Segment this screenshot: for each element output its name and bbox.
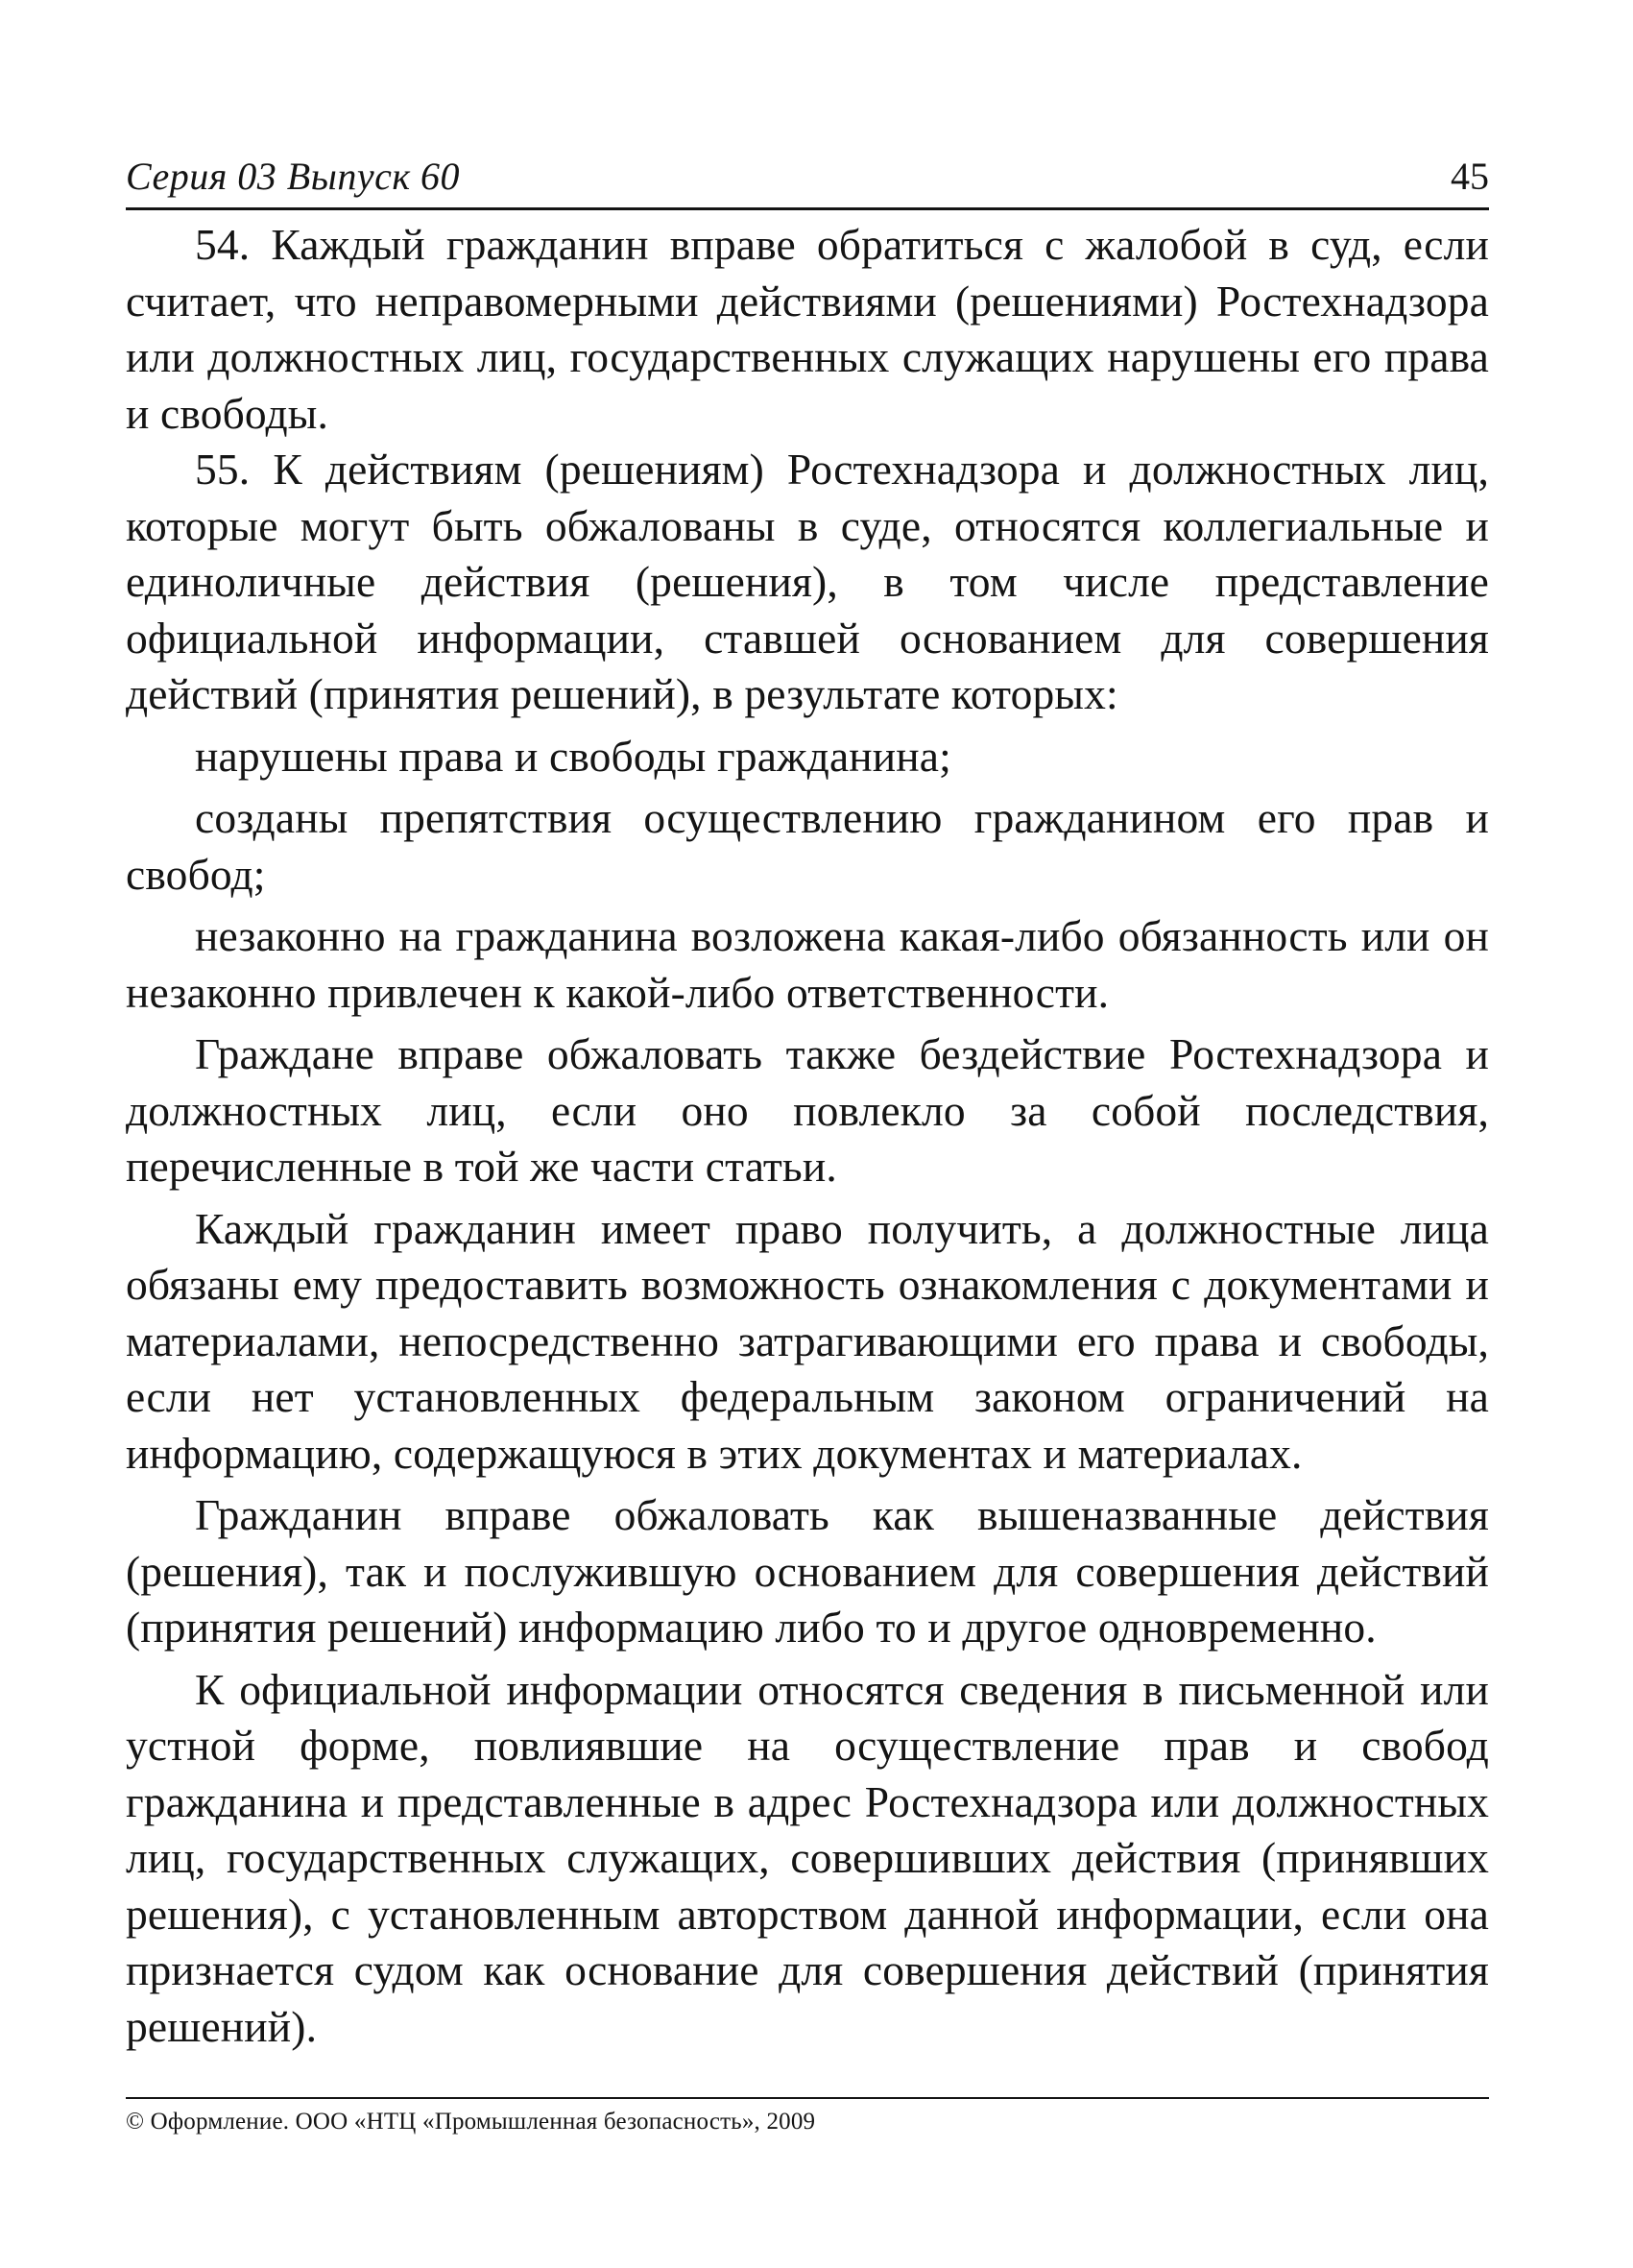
page-number: 45 (1451, 155, 1489, 198)
paragraph-right-to-documents: Каждый гражданин имеет право получить, а должностные лица обязаны ему предоставить возможность ознакомления с документами и материалами, непосредственно затрагивающими его права и свободы, если нет установленных федеральным законом ограничений на информацию, содержащуюся в этих документах и материалах. (126, 1203, 1489, 1478)
list-item-unlawful-obligation: незаконно на гражданина возложена какая-либо обязанность или он незаконно привлечен к какой-либо ответственности. (126, 911, 1489, 1017)
header-divider (126, 207, 1489, 210)
paragraph-appeal-information: Гражданин вправе обжаловать как вышеназванные действия (решения), так и послужившую основанием для совершения действий (принятия решений) информацию либо то и другое одновременно. (126, 1490, 1489, 1652)
series-title: Серия 03 Выпуск 60 (126, 155, 461, 198)
footer-copyright: © Оформление. ООО «НТЦ «Промышленная безопасность», 2009 (126, 2109, 816, 2135)
body-text (126, 217, 1489, 2055)
list-item-rights-violated: нарушены права и свободы гражданина; (195, 731, 951, 781)
paragraph-official-information: К официальной информации относятся сведения в письменной или устной форме, повлиявшие на осуществление прав и свобод гражданина и представленные в адрес Ростехнадзора или должностных лиц, государственных служащих, совершивших действия (принявших решения), с установленным авторством данной информации, если она признается судом как основание для совершения действий (принятия решений). (126, 1664, 1489, 2051)
paragraph-54: 54. Каждый гражданин вправе обратиться с жалобой в суд, если считает, что неправомерными действиями (решениями) Ростехнадзора или должностных лиц, государственных служащих нарушены его права и свободы. (126, 220, 1489, 438)
running-header (126, 152, 1489, 207)
footer-divider (126, 2097, 1489, 2099)
paragraph-inaction-appeal: Граждане вправе обжаловать также бездействие Ростехнадзора и должностных лиц, если оно повлекло за собой последствия, перечисленные в той же части статьи. (126, 1029, 1489, 1191)
paragraph-55: 55. К действиям (решениям) Ростехнадзора и должностных лиц, которые могут быть обжалованы в суде, относятся коллегиальные и единоличные действия (решения), в том числе представление официальной информации, ставшей основанием для совершения действий (принятия решений), в результате которых: (126, 445, 1489, 718)
list-item-obstacles-created: созданы препятствия осуществлению гражданином его прав и свобод; (126, 793, 1489, 899)
